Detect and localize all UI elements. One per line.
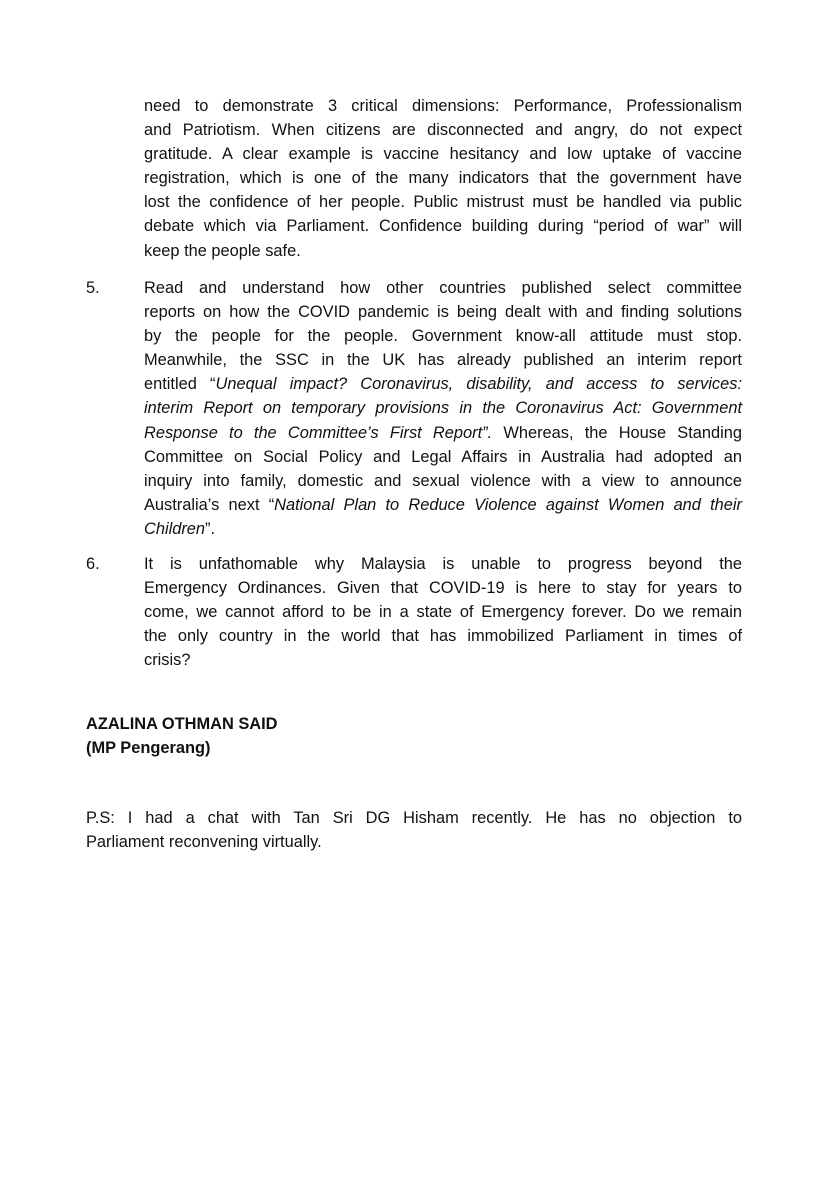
- report-title-italic: Unequal impact? Coronavirus, disability, and access to services:: [215, 375, 742, 394]
- paragraph-line: registration, which is one of the many indicators that the government have: [144, 169, 742, 188]
- paragraph-line: gratitude. A clear example is vaccine hesitancy and low uptake of vaccine: [144, 145, 742, 164]
- item-number: 5.: [86, 279, 100, 297]
- paragraph-line: Parliament reconvening virtually.: [86, 833, 322, 852]
- continuation-paragraph: [144, 94, 742, 263]
- paragraph-line: Committee on Social Policy and Legal Affairs in Australia had adopted an: [144, 447, 742, 466]
- paragraph-line: [144, 493, 742, 517]
- paragraph-line: and Patriotism. When citizens are disconnected and angry, do not expect: [144, 121, 742, 140]
- item-body: [144, 552, 742, 672]
- report-title-italic: interim Report on temporary provisions in the Coronavirus Act: Government: [144, 399, 742, 418]
- paragraph-line: Meanwhile, the SSC in the UK has already published an interim report: [144, 351, 742, 370]
- paragraph-line: [144, 421, 742, 445]
- paragraph-line: the only country in the world that has immobilized Parliament in times of: [144, 627, 742, 646]
- signature-block: [86, 712, 278, 760]
- plan-title-italic: National Plan to Reduce Violence against Women and their: [274, 495, 743, 514]
- paragraph-line: by the people for the people. Government know-all attitude must stop.: [144, 327, 742, 346]
- paragraph-line: [144, 372, 742, 396]
- paragraph-line: keep the people safe.: [144, 241, 301, 260]
- paragraph-line: crisis?: [144, 651, 191, 670]
- paragraph-line: come, we cannot afford to be in a state of Emergency forever. Do we remain: [144, 603, 742, 622]
- signatory-name: AZALINA OTHMAN SAID: [86, 715, 278, 733]
- paragraph-line: Emergency Ordinances. Given that COVID-19 is here to stay for years to: [144, 579, 742, 598]
- text-run: entitled “: [144, 375, 216, 394]
- plan-title-italic: Children: [144, 519, 206, 538]
- paragraph-line: lost the confidence of her people. Public mistrust must be handled via public: [144, 193, 742, 212]
- paragraph-line: need to demonstrate 3 critical dimensions: Performance, Professionalism: [144, 97, 742, 115]
- item-number: 6.: [86, 555, 100, 573]
- paragraph-line: debate which via Parliament. Confidence building during “period of war” will: [144, 217, 742, 236]
- paragraph-line: reports on how the COVID pandemic is being dealt with and finding solutions: [144, 303, 742, 322]
- signatory-title: (MP Pengerang): [86, 739, 211, 758]
- item-body: [144, 276, 742, 541]
- paragraph-line: P.S: I had a chat with Tan Sri DG Hisham recently. He has no objection to: [86, 809, 742, 827]
- text-run: Whereas, the House Standing: [492, 423, 742, 442]
- report-title-italic: Response to the Committee’s First Report”.: [144, 423, 493, 442]
- paragraph-line: It is unfathomable why Malaysia is unable to progress beyond the: [144, 555, 742, 573]
- paragraph-line: inquiry into family, domestic and sexual violence with a view to announce: [144, 471, 742, 490]
- paragraph-line: Read and understand how other countries published select committee: [144, 279, 742, 297]
- text-run: Australia’s next “: [144, 495, 275, 514]
- text-run: ”.: [205, 519, 216, 538]
- postscript: [86, 806, 742, 854]
- paragraph-line: [144, 396, 742, 420]
- paragraph-line: [144, 517, 742, 541]
